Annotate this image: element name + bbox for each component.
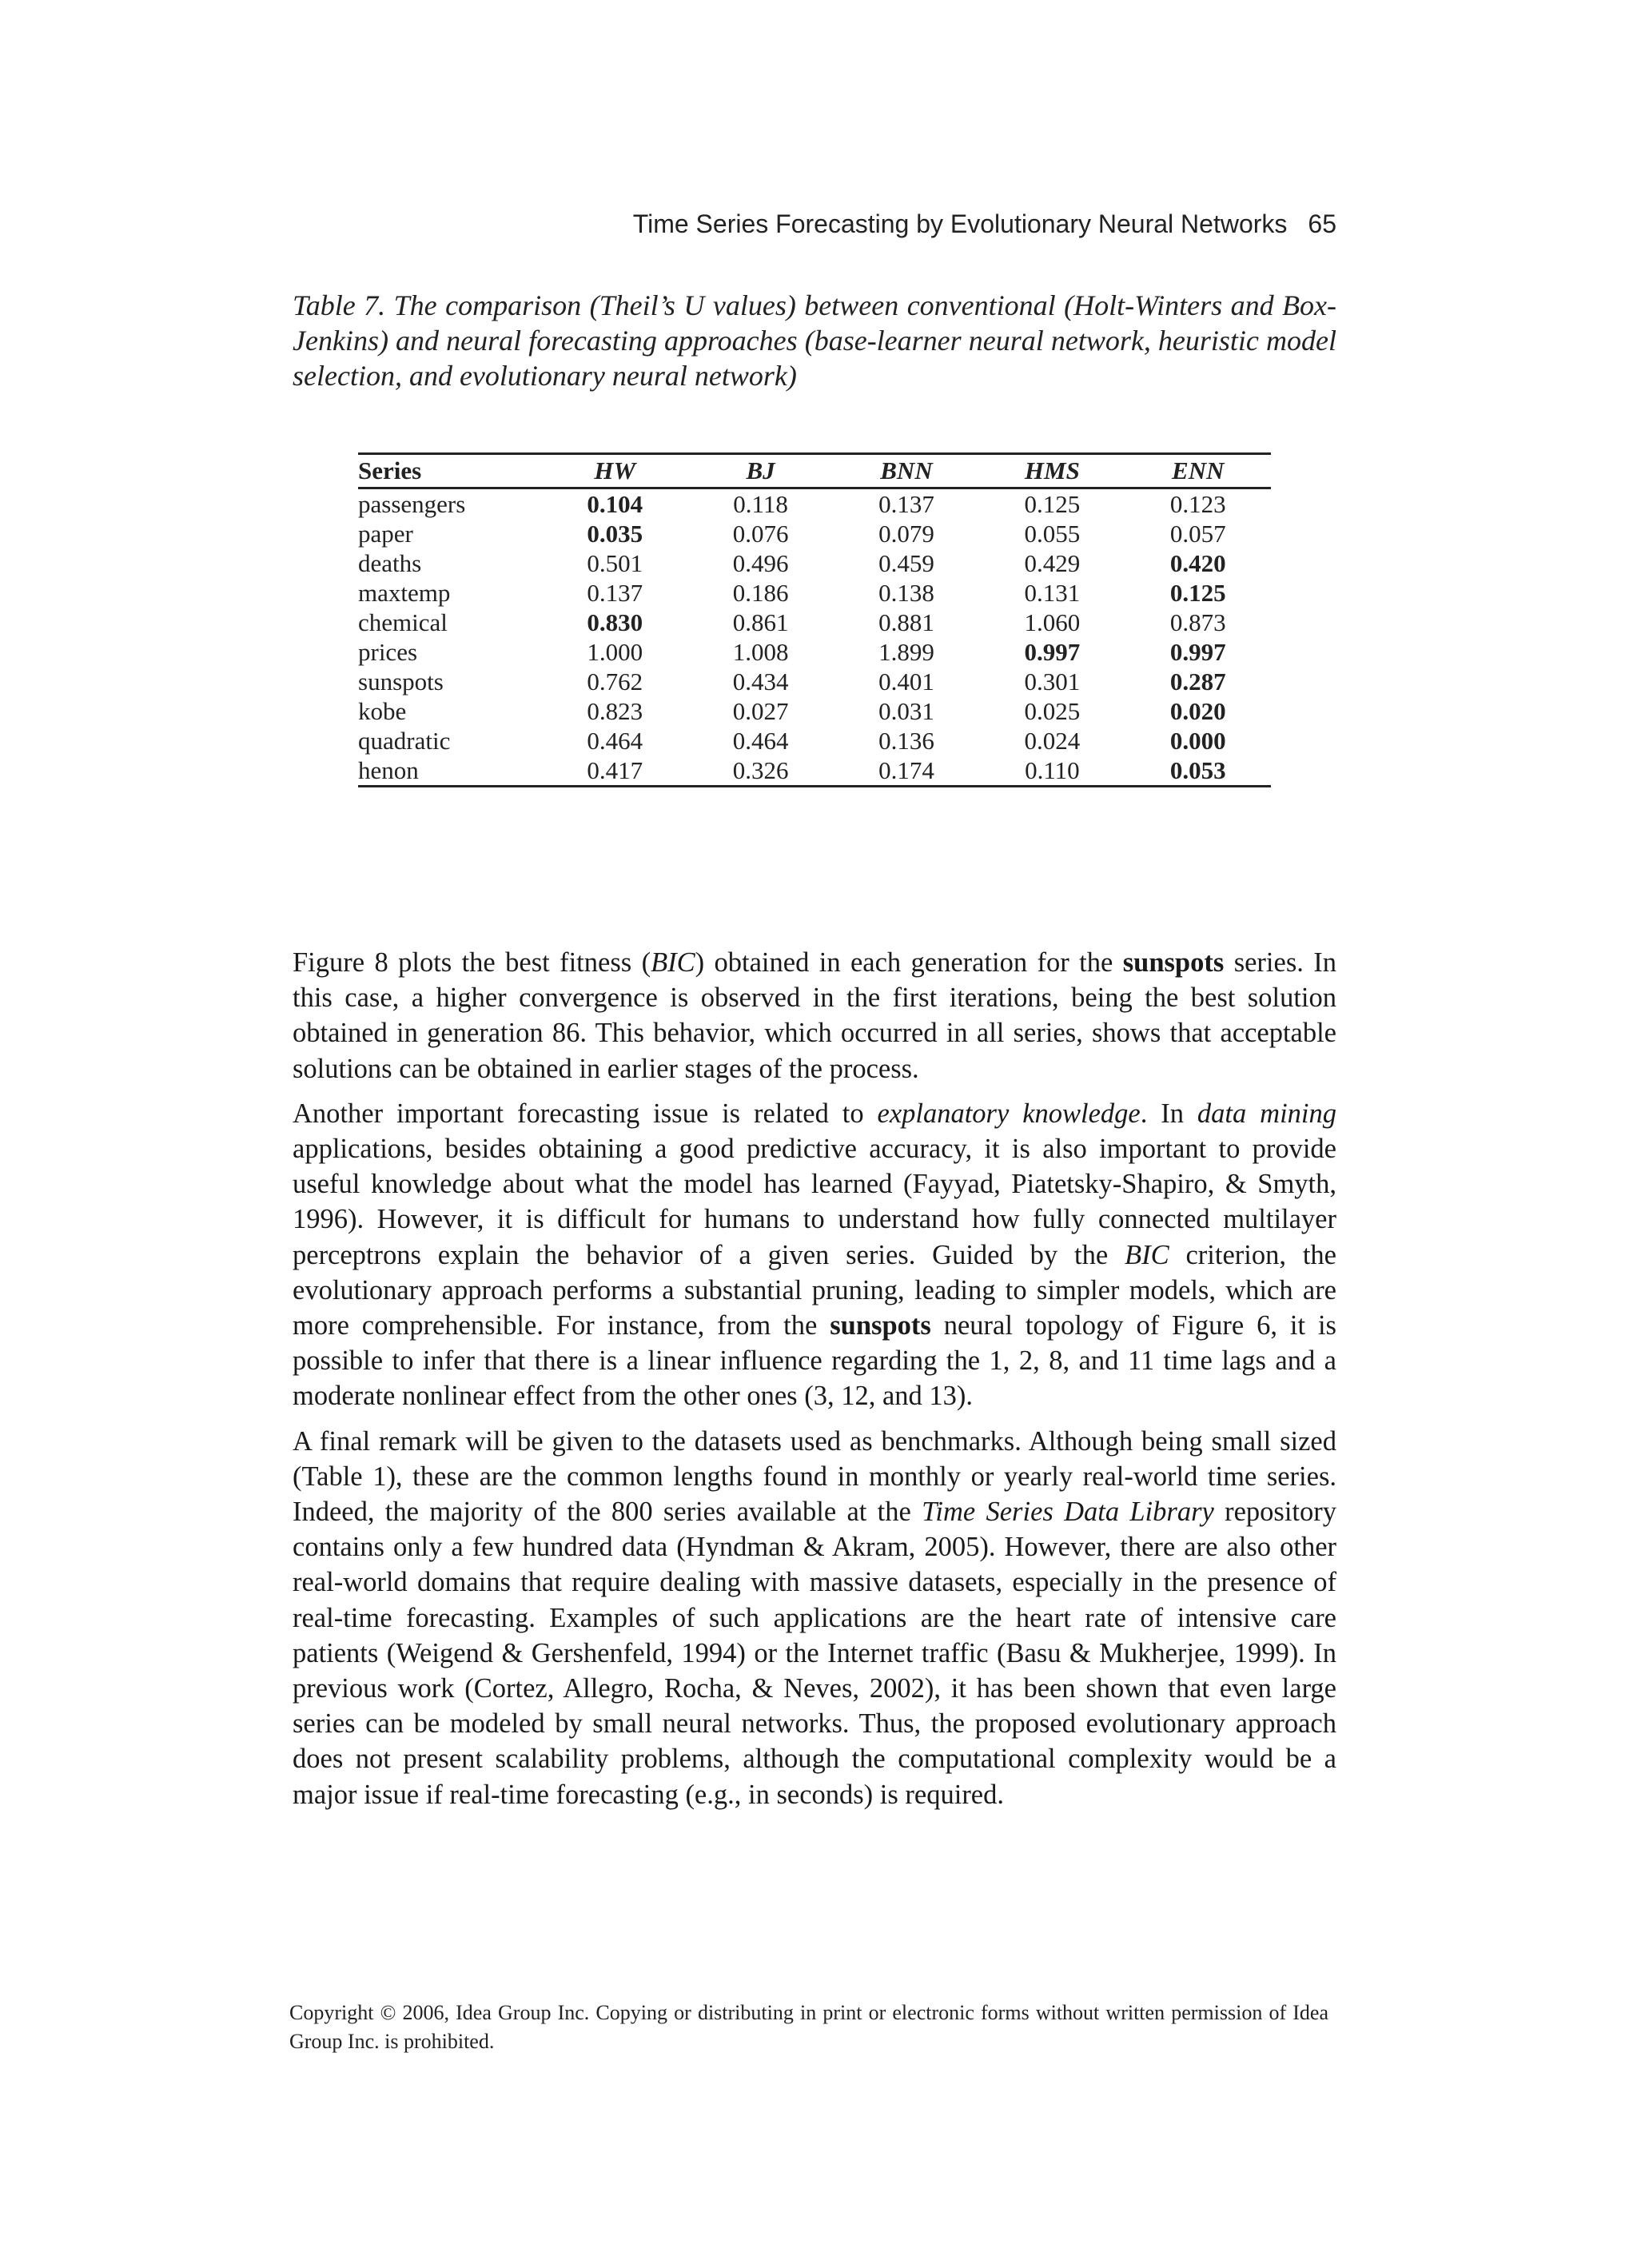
value-cell: 0.025 [1024,697,1081,725]
column-header-bnn: BNN [834,454,979,488]
text-run: BIC [651,947,695,978]
table-row [358,548,1271,578]
table-header-row [358,454,1271,488]
value-cell: 0.873 [1169,608,1226,636]
value-cell: 0.496 [732,549,789,577]
value-cell: 1.060 [1024,608,1081,636]
table-row [358,667,1271,696]
value-cell: 0.287 [1169,668,1226,696]
copyright-notice: Copyright © 2006, Idea Group Inc. Copying or distributing in print or electronic forms without written permission of Idea Group Inc. is prohibited. [289,2001,1328,2053]
column-header-enn: ENN [1125,454,1271,488]
value-cell: 0.881 [878,608,934,636]
value-cell: 0.186 [732,579,789,607]
value-cell: 0.997 [1169,638,1226,666]
table-caption-label: Table 7. [293,289,386,321]
body-paragraph [293,1096,1336,1414]
series-name-cell: passengers [358,490,466,518]
value-cell: 0.020 [1169,697,1226,725]
text-run: . In [1140,1098,1197,1129]
value-cell: 0.401 [878,668,934,696]
value-cell: 0.501 [587,549,643,577]
series-name-cell: prices [358,638,418,666]
value-cell: 0.429 [1024,549,1081,577]
column-header-hw: HW [542,454,687,488]
results-table [358,452,1271,787]
value-cell: 0.125 [1169,579,1226,607]
value-cell: 0.131 [1024,579,1081,607]
value-cell: 0.301 [1024,668,1081,696]
table-row [358,608,1271,637]
value-cell: 0.136 [878,727,934,755]
value-cell: 0.000 [1169,727,1226,755]
table-row [358,637,1271,667]
series-name-cell: henon [358,755,542,787]
value-cell: 0.110 [979,755,1125,787]
value-cell: 0.024 [1024,727,1081,755]
body-paragraph [293,1424,1336,1812]
value-cell: 0.057 [1169,520,1226,548]
value-cell: 0.459 [878,549,934,577]
value-cell: 0.123 [1169,490,1226,518]
text-run: series. In this case, a higher convergence is observed in the first iterations, being the best solution obtained in generation 86. This behavior, which occurred in all series, shows that acceptable solutions can be obtained in earlier stages of the process. [293,947,1336,1084]
text-run: Time Series Data Library [922,1497,1214,1528]
running-title: Time Series Forecasting by Evolutionary Neural Networks [632,209,1288,238]
value-cell: 0.031 [878,697,934,725]
text-run: A final remark will be given to the datasets used as benchmarks. Although being small sized (Table 1), these are the common lengths found in monthly or yearly real-world time series. Indeed, the majority of the 800 series available at the [293,1425,1336,1528]
text-run: sunspots [1122,947,1225,978]
running-header [289,209,1336,239]
value-cell: 0.035 [587,520,643,548]
value-cell: 0.762 [587,668,643,696]
value-cell: 0.434 [732,668,789,696]
value-cell: 0.137 [587,579,643,607]
value-cell: 0.027 [732,697,789,725]
text-run: Figure 8 plots the best fitness ( [293,947,651,978]
text-run: BIC [1125,1239,1169,1270]
table-body [358,488,1271,787]
value-cell: 1.899 [878,638,934,666]
table-caption [293,288,1336,393]
text-run: neural topology of Figure 6, it is possible to infer that there is a linear influence regarding the 1, 2, 8, and 11 time lags and a moderate nonlinear effect from the other ones (3, 12, and 13). [293,1310,1336,1412]
table-row [358,755,1271,787]
table-row [358,578,1271,608]
body-text [293,945,1336,1822]
column-header-series: Series [358,454,542,488]
text-run: criterion, the evolutionary approach performs a substantial pruning, leading to simpler models, which are more comprehensible. For instance, from the [293,1239,1336,1341]
value-cell: 0.053 [1125,755,1271,787]
value-cell: 0.125 [1024,490,1081,518]
series-name-cell: deaths [358,549,422,577]
series-name-cell: kobe [358,697,407,725]
value-cell: 0.823 [587,697,643,725]
value-cell: 1.008 [732,638,789,666]
value-cell: 0.079 [878,520,934,548]
value-cell: 0.417 [542,755,687,787]
series-name-cell: paper [358,520,413,548]
value-cell: 0.997 [1024,638,1081,666]
value-cell: 1.000 [587,638,643,666]
table-caption-text: The comparison (Theil’s U values) between conventional (Holt-Winters and Box-Jenkins) and neural forecasting approaches (base-learner neural network, heuristic model selection, and evolutionary neural network) [293,289,1336,392]
text-run: data mining [1197,1098,1336,1129]
value-cell: 0.830 [587,608,643,636]
value-cell: 0.464 [587,727,643,755]
series-name-cell: quadratic [358,727,451,755]
series-name-cell: chemical [358,608,448,636]
text-run: ) obtained in each generation for the [695,947,1123,978]
value-cell: 0.174 [834,755,979,787]
value-cell: 0.137 [878,490,934,518]
value-cell: 0.118 [733,490,788,518]
value-cell: 0.138 [878,579,934,607]
column-header-bj: BJ [687,454,833,488]
value-cell: 0.464 [732,727,789,755]
series-name-cell: sunspots [358,668,444,696]
text-run: explanatory knowledge [877,1098,1141,1129]
page-number: 65 [1308,209,1336,238]
value-cell: 0.076 [732,520,789,548]
body-paragraph [293,945,1336,1086]
table-row [358,519,1271,548]
text-run: sunspots [830,1310,931,1341]
value-cell: 0.326 [687,755,833,787]
value-cell: 0.861 [732,608,789,636]
table-row [358,488,1271,520]
value-cell: 0.055 [1024,520,1081,548]
value-cell: 0.104 [587,490,643,518]
value-cell: 0.420 [1169,549,1226,577]
text-run: applications, besides obtaining a good predictive accuracy, it is also important to provide useful knowledge about what the model has learned (Fayyad, Piatetsky-Shapiro, & Smyth, 1996). However, it is difficult for humans to understand how fully connected multilayer perceptrons explain the behavior of a given series. Guided by the [293,1134,1336,1270]
series-name-cell: maxtemp [358,579,451,607]
text-run: Another important forecasting issue is related to [293,1098,878,1129]
table-row [358,696,1271,726]
column-header-hms: HMS [979,454,1125,488]
text-run: repository contains only a few hundred data (Hyndman & Akram, 2005). However, there are also other real-world domains that require dealing with massive datasets, especially in the presence of real-time forecasting. Examples of such applications are the heart rate of intensive care patients (Weigend & Gershenfeld, 1994) or the Internet traffic (Basu & Mukherjee, 1999). In previous work (Cortez, Allegro, Rocha, & Neves, 2002), it has been shown that even large series can be modeled by small neural networks. Thus, the proposed evolutionary approach does not present scalability problems, although the computational complexity would be a major issue if real-time forecasting (e.g., in seconds) is required. [293,1497,1336,1810]
table-row [358,726,1271,755]
